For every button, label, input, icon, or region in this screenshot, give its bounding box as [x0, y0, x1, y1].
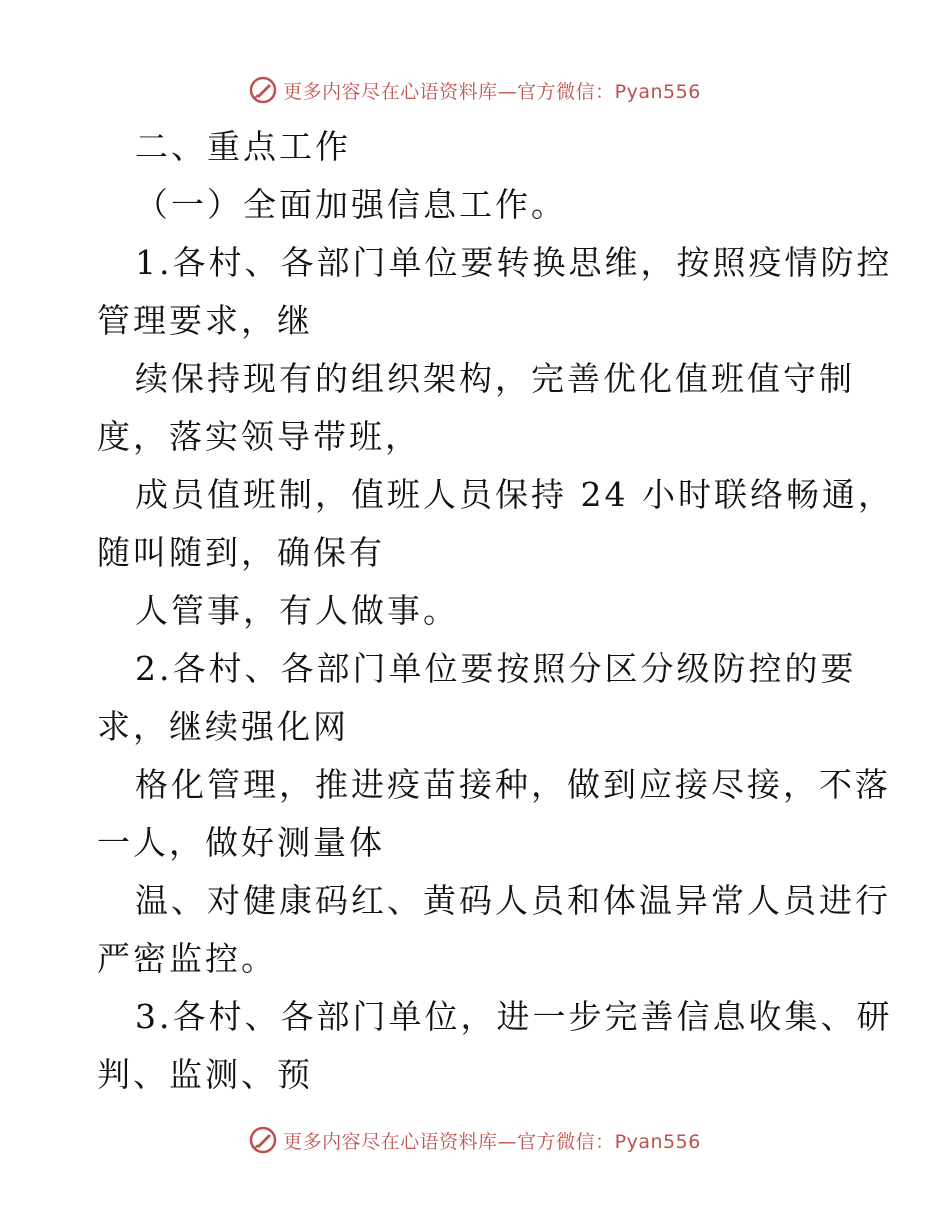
- subsection-heading: （一）全面加强信息工作。: [135, 185, 567, 224]
- footer-watermark: [0, 1120, 950, 1160]
- text-line: 续保持现有的组织架构，完善优化值班值守制: [135, 359, 855, 398]
- quill-logo-icon: [249, 1126, 277, 1154]
- text-line: 严密监控。: [97, 939, 277, 978]
- text-line: 1.各村、各部门单位要转换思维，按照疫情防控: [135, 243, 893, 282]
- text-line: 一人，做好测量体: [97, 823, 385, 862]
- text-line: 判、监测、预: [97, 1055, 313, 1094]
- watermark-text: 更多内容尽在心语资料库—官方微信：Pyan556: [283, 1130, 701, 1153]
- text-line: 人管事，有人做事。: [135, 591, 459, 630]
- text-line: 成员值班制，值班人员保持 24 小时联络畅通，: [135, 475, 894, 514]
- text-line: 格化管理，推进疫苗接种，做到应接尽接，不落: [135, 765, 891, 804]
- text-line: 求，继续强化网: [97, 707, 349, 746]
- text-line: 2.各村、各部门单位要按照分区分级防控的要: [135, 649, 857, 688]
- section-heading: 二、重点工作: [135, 127, 351, 166]
- watermark-text: 更多内容尽在心语资料库—官方微信：Pyan556: [283, 80, 701, 103]
- text-line: 管理要求，继: [97, 301, 313, 340]
- text-line: 温、对健康码红、黄码人员和体温异常人员进行: [135, 881, 891, 920]
- quill-logo-icon: [249, 76, 277, 104]
- text-line: 3.各村、各部门单位，进一步完善信息收集、研: [135, 997, 893, 1036]
- text-line: 度，落实领导带班，: [97, 417, 421, 456]
- text-line: 随叫随到，确保有: [97, 533, 385, 572]
- header-watermark: [0, 70, 950, 110]
